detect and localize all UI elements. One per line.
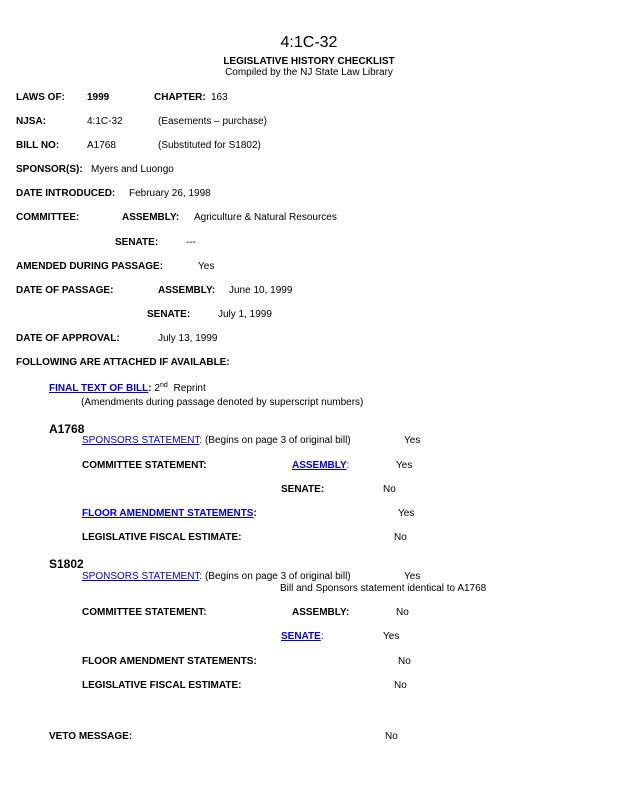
a1768-floor-colon: : <box>253 508 257 519</box>
final-text-colon: : <box>148 383 152 394</box>
s1802-floor-value: No <box>398 656 411 667</box>
bill-no-value: A1768 <box>87 140 116 151</box>
njsa-label: NJSA: <box>16 116 47 127</box>
a1768-assembly-line <box>292 460 349 472</box>
amended-value: Yes <box>198 261 215 272</box>
a1768-sponsors-value: Yes <box>404 435 421 446</box>
passage-senate-value: July 1, 1999 <box>218 309 272 320</box>
a1768-floor-value: Yes <box>398 508 415 519</box>
laws-of-value: 1999 <box>87 92 110 103</box>
s1802-sponsors-statement-link[interactable]: SPONSORS STATEMENT <box>82 571 200 582</box>
a1768-heading: A1768 <box>49 422 85 436</box>
a1768-fiscal-value: No <box>394 532 407 543</box>
approval-value: July 13, 1999 <box>158 333 218 344</box>
veto-label: VETO MESSAGE: <box>49 731 133 742</box>
page-title: 4:1C-32 <box>280 34 338 51</box>
a1768-sponsors-statement-link[interactable]: SPONSORS STATEMENT <box>82 435 200 446</box>
final-text-note: (Amendments during passage denoted by superscript numbers) <box>81 397 364 408</box>
a1768-senate-value: No <box>383 484 396 495</box>
sponsors-label: SPONSOR(S): <box>16 164 83 175</box>
attached-label: FOLLOWING ARE ATTACHED IF AVAILABLE: <box>16 357 230 368</box>
reprint-word: Reprint <box>173 383 206 394</box>
reprint-number: 2 <box>154 383 160 394</box>
committee-label: COMMITTEE: <box>16 212 80 223</box>
s1802-senate-link[interactable]: SENATE <box>281 631 321 642</box>
a1768-assembly-link[interactable]: ASSEMBLY <box>292 460 347 471</box>
date-introduced-value: February 26, 1998 <box>129 188 211 199</box>
njsa-note: (Easements – purchase) <box>158 116 267 127</box>
a1768-floor-amendment-link[interactable]: FLOOR AMENDMENT STATEMENTS <box>82 508 254 519</box>
committee-senate-value: --- <box>186 237 196 248</box>
a1768-sponsors-line <box>82 435 351 447</box>
s1802-sponsors-note: : (Begins on page 3 of original bill) <box>199 571 351 582</box>
s1802-senate-line <box>281 631 324 643</box>
bill-no-label: BILL NO: <box>16 140 60 151</box>
final-text-link[interactable]: FINAL TEXT OF BILL <box>49 383 149 394</box>
compiled-by: Compiled by the NJ State Law Library <box>225 67 393 78</box>
reprint-ordinal: nd <box>159 382 168 389</box>
final-text-line <box>49 383 206 395</box>
s1802-sponsors-value: Yes <box>404 571 421 582</box>
s1802-floor-label: FLOOR AMENDMENT STATEMENTS: <box>82 656 257 667</box>
s1802-committee-label: COMMITTEE STATEMENT: <box>82 607 207 618</box>
amended-label: AMENDED DURING PASSAGE: <box>16 261 164 272</box>
veto-value: No <box>385 731 398 742</box>
s1802-assembly-value: No <box>396 607 409 618</box>
a1768-assembly-colon: : <box>346 460 350 471</box>
a1768-sponsors-note: : (Begins on page 3 of original bill) <box>199 435 351 446</box>
s1802-sponsors-line <box>82 571 351 583</box>
a1768-floor-line <box>82 508 257 520</box>
chapter-value: 163 <box>211 92 228 103</box>
sponsors-value: Myers and Luongo <box>91 164 174 175</box>
a1768-senate-label: SENATE: <box>281 484 325 495</box>
s1802-assembly-label: ASSEMBLY: <box>292 607 350 618</box>
passage-assembly-label: ASSEMBLY: <box>158 285 216 296</box>
passage-label: DATE OF PASSAGE: <box>16 285 114 296</box>
passage-senate-label: SENATE: <box>147 309 191 320</box>
chapter-label: CHAPTER: <box>154 92 206 103</box>
a1768-fiscal-label: LEGISLATIVE FISCAL ESTIMATE: <box>82 532 242 543</box>
s1802-heading: S1802 <box>49 557 84 571</box>
committee-senate-label: SENATE: <box>115 237 159 248</box>
s1802-senate-colon: : <box>320 631 324 642</box>
s1802-fiscal-value: No <box>394 680 407 691</box>
s1802-fiscal-label: LEGISLATIVE FISCAL ESTIMATE: <box>82 680 242 691</box>
date-introduced-label: DATE INTRODUCED: <box>16 188 116 199</box>
committee-assembly-label: ASSEMBLY: <box>122 212 180 223</box>
s1802-senate-value: Yes <box>383 631 400 642</box>
passage-assembly-value: June 10, 1999 <box>229 285 293 296</box>
a1768-assembly-value: Yes <box>396 460 413 471</box>
a1768-committee-label: COMMITTEE STATEMENT: <box>82 460 207 471</box>
bill-no-note: (Substituted for S1802) <box>158 140 261 151</box>
approval-label: DATE OF APPROVAL: <box>16 333 120 344</box>
laws-of-label: LAWS OF: <box>16 92 65 103</box>
s1802-identical-note: Bill and Sponsors statement identical to A1768 <box>280 583 487 594</box>
checklist-subtitle: LEGISLATIVE HISTORY CHECKLIST <box>223 56 395 67</box>
committee-assembly-value: Agriculture & Natural Resources <box>194 212 337 223</box>
njsa-value: 4:1C-32 <box>87 116 123 127</box>
